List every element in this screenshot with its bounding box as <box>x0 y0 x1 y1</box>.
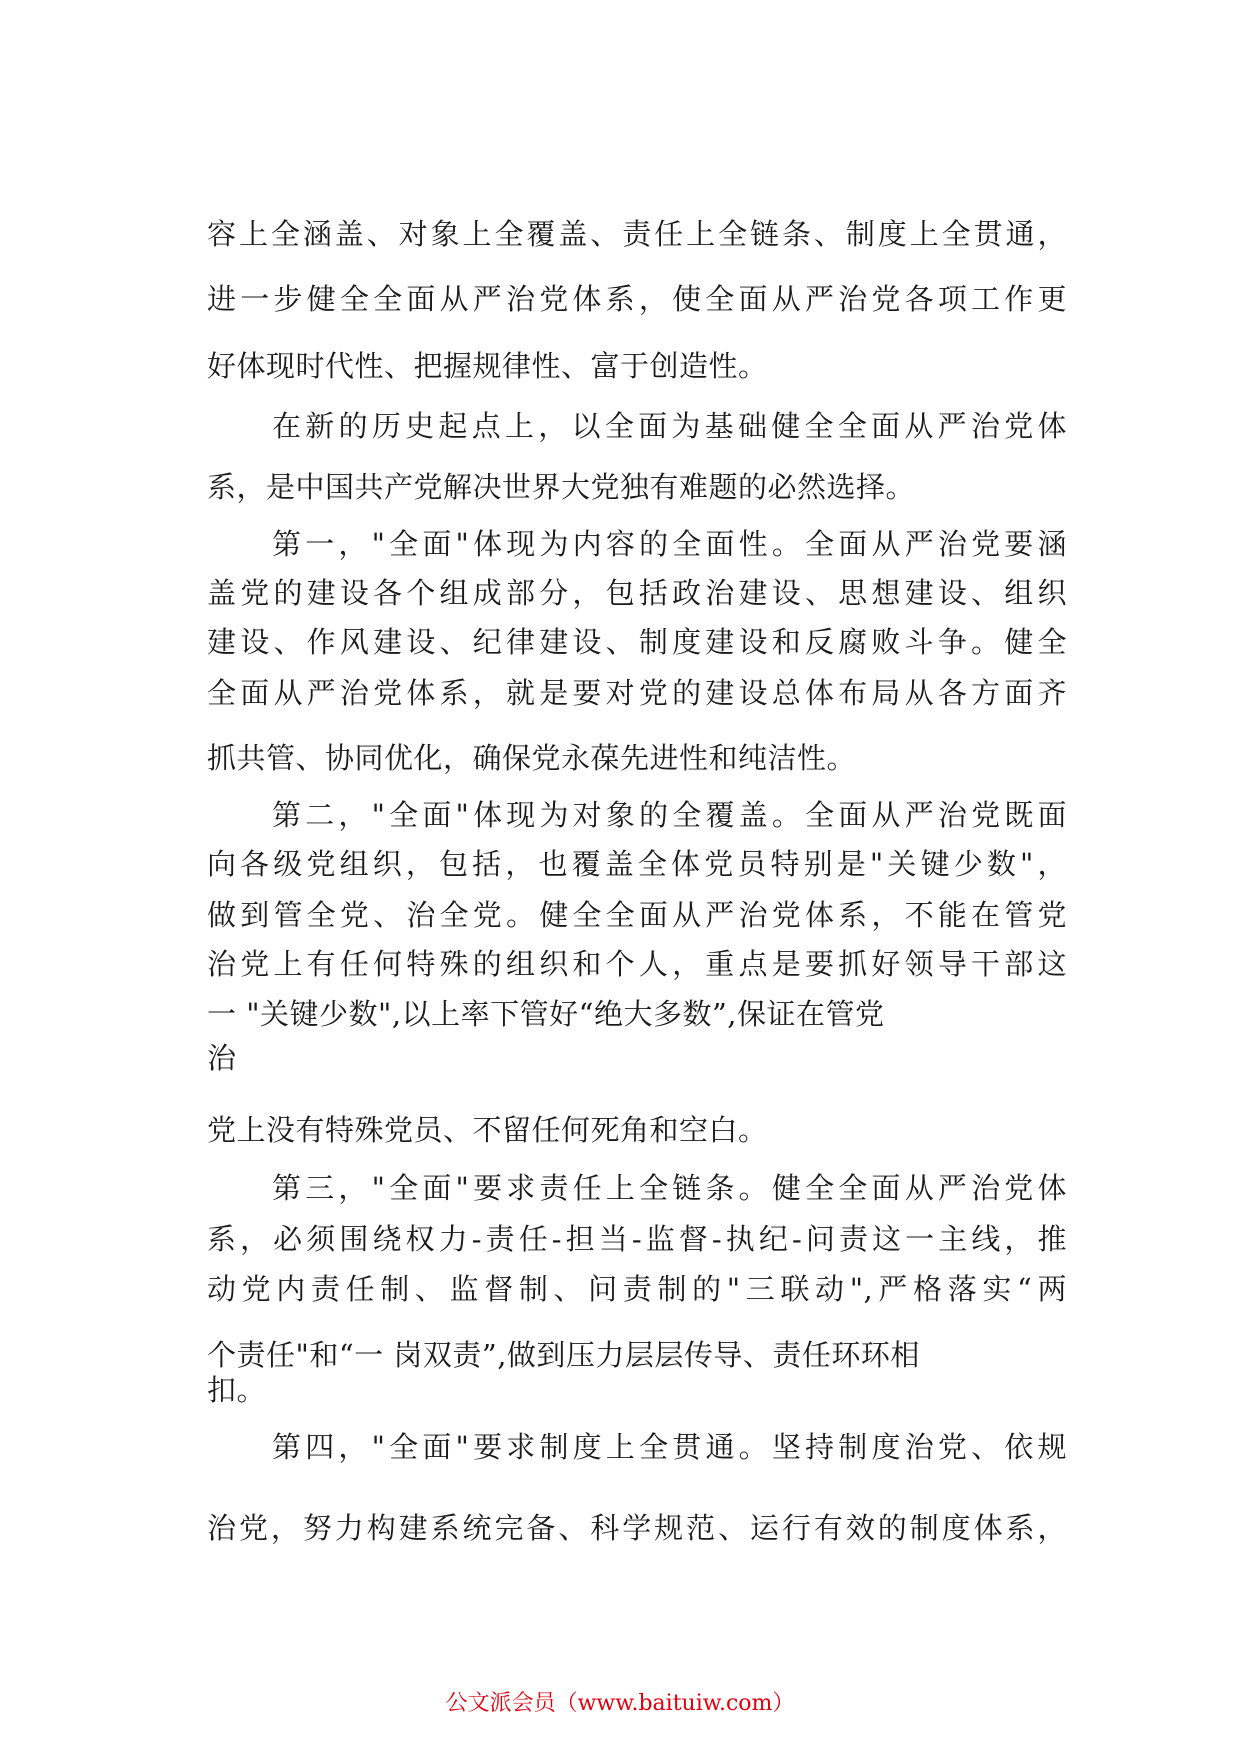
text-line: 动党内责任制、监督制、问责制的"三联动",严格落实“两 <box>207 1272 1067 1306</box>
text-line: 党上没有特殊党员、不留任何死角和空白。 <box>207 1113 768 1147</box>
text-line: 第四，"全面"要求制度上全贯通。坚持制度治党、依规 <box>272 1430 1067 1464</box>
text-line: 治 <box>207 1041 237 1075</box>
text-line: 系，是中国共产党解决世界大党独有难题的必然选择。 <box>207 470 916 504</box>
text-line: 扣。 <box>207 1373 267 1407</box>
text-line: 盖党的建设各个组成部分，包括政治建设、思想建设、组织 <box>207 576 1067 610</box>
text-line: 建设、作风建设、纪律建设、制度建设和反腐败斗争。健全 <box>207 625 1067 659</box>
text-line: 第一，"全面"体现为内容的全面性。全面从严治党要涵 <box>272 527 1067 561</box>
text-line: 容上全涵盖、对象上全覆盖、责任上全链条、制度上全贯通， <box>207 217 1067 251</box>
text-line: 做到管全党、治全党。健全全面从严治党体系，不能在管党 <box>207 898 1067 932</box>
text-line: 一 "关键少数",以上率下管好“绝大多数”,保证在管党 <box>207 997 885 1031</box>
text-line: 好体现时代性、把握规律性、富于创造性。 <box>207 349 768 383</box>
text-line: 全面从严治党体系，就是要对党的建设总体布局从各方面齐 <box>207 676 1067 710</box>
text-line: 治党上有任何特殊的组织和个人，重点是要抓好领导干部这 <box>207 947 1067 981</box>
text-line: 第三，"全面"要求责任上全链条。健全全面从严治党体 <box>272 1171 1067 1205</box>
text-line: 进一步健全全面从严治党体系，使全面从严治党各项工作更 <box>207 282 1067 316</box>
text-line: 系，必须围绕权力-责任-担当-监督-执纪-问责这一主线，推 <box>207 1222 1067 1256</box>
text-line: 在新的历史起点上，以全面为基础健全全面从严治党体 <box>272 409 1067 443</box>
footer-watermark-link[interactable]: 公文派会员（www.baituiw.com） <box>445 1691 795 1716</box>
text-line: 个责任"和“一 岗双责”,做到压力层层传导、责任环环相 <box>207 1338 920 1372</box>
text-line: 治党，努力构建系统完备、科学规范、运行有效的制度体系， <box>207 1511 1067 1545</box>
text-line: 抓共管、协同优化，确保党永葆先进性和纯洁性。 <box>207 741 857 775</box>
text-line: 向各级党组织，包括，也覆盖全体党员特别是"关键少数"， <box>207 847 1067 881</box>
text-line: 第二，"全面"体现为对象的全覆盖。全面从严治党既面 <box>272 798 1067 832</box>
